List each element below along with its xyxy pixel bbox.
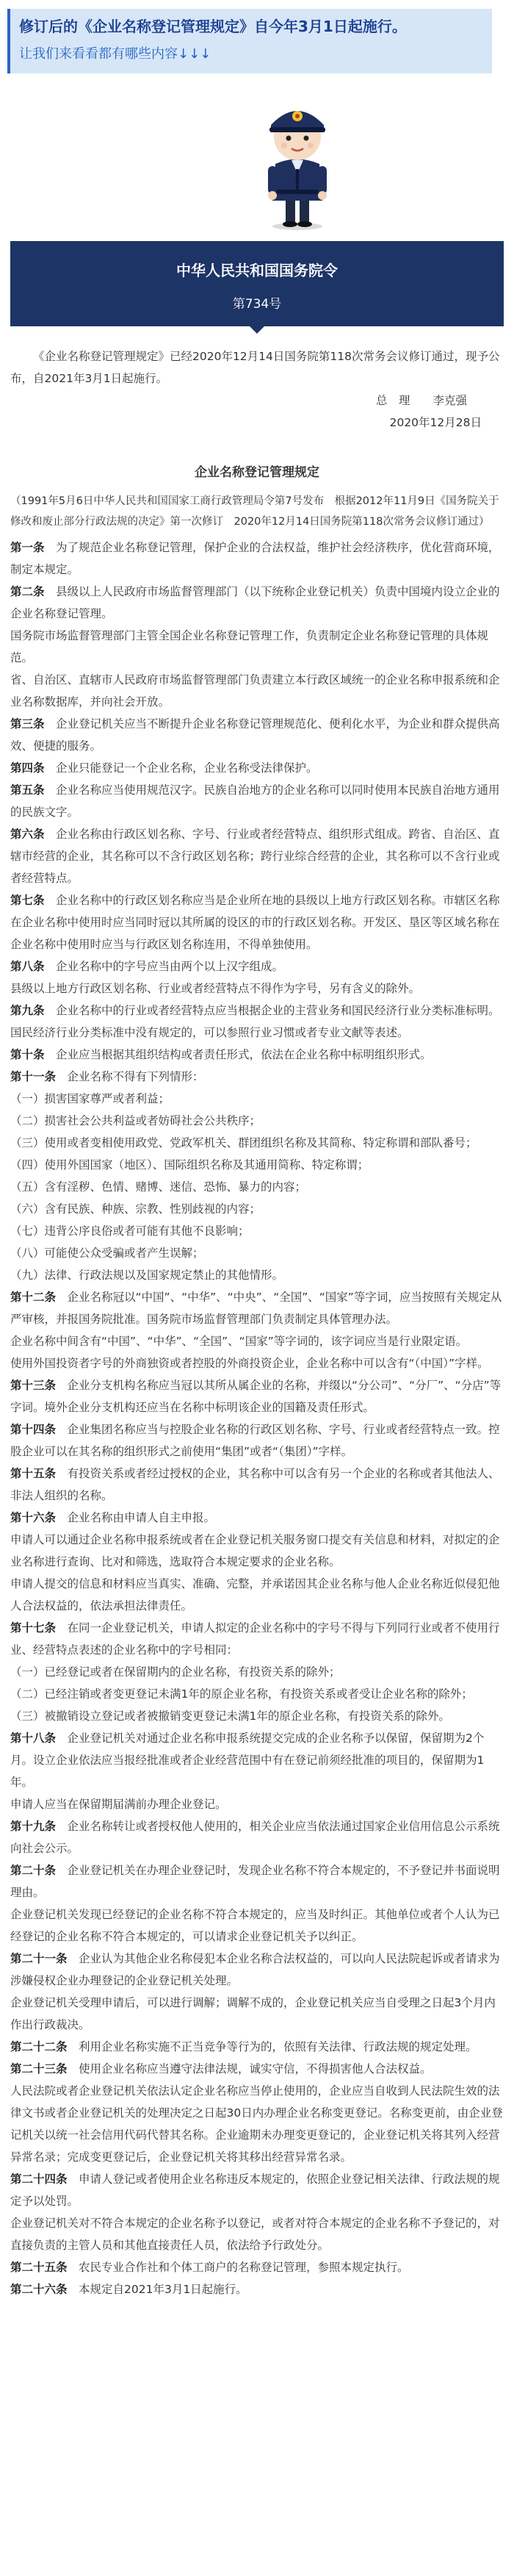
- article-paragraph: [10, 1705, 504, 1727]
- article-paragraph: [10, 537, 504, 581]
- article-number: 第十二条: [10, 1291, 57, 1304]
- article-text: （二）已经注销或者变更登记未满1年的原企业名称，有投资关系或者受让企业名称的除外；: [10, 1687, 473, 1701]
- article-number: 第十九条: [10, 1820, 57, 1833]
- article-paragraph: [10, 1529, 504, 1573]
- article-paragraph: [10, 2278, 504, 2300]
- article-text: 使用外国投资者字号的外商独资或者控股的外商投资企业，企业名称中可以含有“（中国）”字样。: [10, 1357, 489, 1370]
- article-text: 企业名称转让或者授权他人使用的，相关企业应当依法通过国家企业信用信息公示系统向社会公示。: [10, 1820, 500, 1855]
- article-paragraph: [10, 2256, 504, 2278]
- article-paragraph: [10, 669, 504, 713]
- article-paragraph: [10, 2080, 504, 2168]
- article-number: 第十六条: [10, 1511, 57, 1524]
- article-number: 第六条: [10, 828, 45, 841]
- banner-headline: 修订后的《企业名称登记管理规定》自今年3月1日起施行。: [19, 18, 407, 35]
- article-text: 企业登记机关受理申请后，可以进行调解；调解不成的，企业登记机关应当自受理之日起3个月内作出行政裁决。: [10, 1996, 496, 2031]
- article-text: 有投资关系或者经过授权的企业，其名称中可以含有另一个企业的名称或者其他法人、非法人组织的名称。: [10, 1467, 500, 1502]
- article-paragraph: [10, 1617, 504, 1661]
- article-number: 第二十四条: [10, 2173, 68, 2186]
- article-paragraph: [10, 1661, 504, 1683]
- article-paragraph: [10, 2058, 504, 2080]
- article-text: 省、自治区、直辖市人民政府市场监督管理部门负责建立本行政区域统一的企业名称申报系统和企业名称数据库，并向社会开放。: [10, 673, 500, 708]
- article-number: 第二十三条: [10, 2062, 68, 2075]
- article-text: 使用企业名称应当遵守法律法规，诚实守信，不得损害他人合法权益。: [67, 2062, 432, 2075]
- article-text: 企业名称不得有下列情形：: [56, 1070, 204, 1083]
- article-text: （二）损害社会公共利益或者妨碍社会公共秩序；: [10, 1114, 261, 1127]
- article-text: （五）含有淫秽、色情、赌博、迷信、恐怖、暴力的内容；: [10, 1180, 307, 1194]
- article-paragraph: [10, 1110, 504, 1132]
- article-text: 县级以上人民政府市场监督管理部门（以下统称企业登记机关）负责中国境内设立企业的企业名称登记管理。: [10, 585, 500, 620]
- article-paragraph: [10, 1154, 504, 1176]
- intro-banner: [7, 9, 492, 73]
- article-paragraph: [10, 2212, 504, 2256]
- article-number: 第八条: [10, 960, 45, 973]
- article-text: 企业登记机关应当不断提升企业名称登记管理规范化、便利化水平，为企业和群众提供高效、便捷的服务。: [10, 717, 500, 753]
- article-number: 第四条: [10, 761, 45, 775]
- article-paragraph: [10, 1374, 504, 1418]
- article-text: 企业名称由行政区划名称、字号、行业或者经营特点、组织形式组成。跨省、自治区、直辖市经营的企业，其名称可以不含行政区划名称；跨行业综合经营的企业，其名称可以不含行业或者经营特点。: [10, 828, 500, 885]
- police-cartoon-icon: [253, 87, 341, 230]
- article-text: （一）损害国家尊严或者利益；: [10, 1092, 170, 1105]
- article-number: 第二十六条: [10, 2283, 68, 2296]
- article-paragraph: [10, 1330, 504, 1352]
- article-text: 申请人应当在保留期届满前办理企业登记。: [10, 1798, 227, 1811]
- article-number: 第十八条: [10, 1732, 57, 1745]
- article-text: 企业名称中间含有“中国”、“中华”、“全国”、“国家”等字词的，该字词应当是行业限定语。: [10, 1335, 468, 1348]
- article-text: （三）被撤销设立登记或者被撤销变更登记未满1年的原企业名称，有投资关系的除外。: [10, 1709, 450, 1723]
- article-paragraph: [10, 1793, 504, 1815]
- article-paragraph: [10, 1992, 504, 2036]
- regulation-title: 企业名称登记管理规定: [195, 465, 319, 480]
- article-paragraph: [10, 1220, 504, 1242]
- article-text: 企业集团名称应当与控股企业名称的行政区划名称、字号、行业或者经营特点一致。控股企业可以在其名称的组织形式之前使用“集团”或者“（集团）”字样。: [10, 1423, 500, 1458]
- article-number: 第二十条: [10, 1864, 57, 1877]
- adoption-note: （1991年5月6日中华人民共和国国家工商行政管理局令第7号发布 根据2012年11月9日《国务院关于修改和废止部分行政法规的决定》第一次修订 2020年12月14日国务院第118次常务会议修订通过）: [10, 495, 499, 528]
- article-text: （八）可能使公众受骗或者产生误解；: [10, 1246, 204, 1260]
- article-text: 利用企业名称实施不正当竞争等行为的，依照有关法律、行政法规的规定处理。: [67, 2040, 477, 2053]
- article-paragraph: [10, 1904, 504, 1948]
- article-paragraph: [10, 1683, 504, 1705]
- article-text: 申请人登记或者使用企业名称违反本规定的，依照企业登记相关法律、行政法规的规定予以处罚。: [10, 2173, 500, 2208]
- signature-date: 2020年12月28日: [389, 416, 482, 429]
- article-paragraph: [10, 1418, 504, 1463]
- signature: 总 理 李克强: [375, 394, 467, 407]
- article-text: 在同一企业登记机关，申请人拟定的企业名称中的字号不得与下列同行业或者不使用行业、经营特点表述的企业名称中的字号相同：: [10, 1621, 500, 1657]
- article-text: （一）已经登记或者在保留期内的企业名称，有投资关系的除外；: [10, 1665, 341, 1679]
- article-list: [10, 537, 504, 2300]
- article-text: 企业只能登记一个企业名称，企业名称受法律保护。: [44, 761, 318, 775]
- article-text: 人民法院或者企业登记机关依法认定企业名称应当停止使用的，企业应当自收到人民法院生效的法律文书或者企业登记机关的处理决定之日起30日内办理企业名称变更登记。名称变更前，由企业登记机关以统一社会信用代码代替其名称。企业逾期未办理变更登记的，企业登记机关将其列入经营异常名录；完成变更登记后，企业登记机关将其移出经营异常名录。: [10, 2084, 503, 2164]
- article-text: 企业应当根据其组织结构或者责任形式，依法在企业名称中标明组织形式。: [44, 1048, 432, 1061]
- article-paragraph: [10, 779, 504, 823]
- banner-subline: 让我们来看看都有哪些内容↓↓↓: [19, 46, 211, 62]
- article-paragraph: [10, 1815, 504, 1859]
- article-number: 第二十五条: [10, 2261, 68, 2274]
- article-text: 企业登记机关发现已经登记的企业名称不符合本规定的，应当及时纠正。其他单位或者个人认为已经登记的企业名称不符合本规定的，可以请求企业登记机关予以纠正。: [10, 1908, 500, 1943]
- article-paragraph: [10, 889, 504, 955]
- article-paragraph: [10, 1066, 504, 1088]
- decree-header: [10, 241, 504, 322]
- article-paragraph: [10, 955, 504, 977]
- article-paragraph: [10, 1242, 504, 1264]
- article-number: 第十三条: [10, 1379, 57, 1392]
- article-paragraph: [10, 713, 504, 757]
- article-paragraph: [10, 1132, 504, 1154]
- decree-number: 第734号: [232, 297, 282, 312]
- article-text: 企业分支机构名称应当冠以其所从属企业的名称，并缀以“分公司”、“分厂”、“分店”等字词。境外企业分支机构还应当在名称中标明该企业的国籍及责任形式。: [10, 1379, 502, 1414]
- article-number: 第十条: [10, 1048, 45, 1061]
- article-text: 企业名称中的行业或者经营特点应当根据企业的主营业务和国民经济行业分类标准标明。国民经济行业分类标准中没有规定的，可以参照行业习惯或者专业文献等表述。: [10, 1004, 500, 1039]
- article-number: 第十一条: [10, 1070, 57, 1083]
- article-number: 第十七条: [10, 1621, 57, 1635]
- article-paragraph: [10, 1859, 504, 1904]
- decree-intro: 《企业名称登记管理规定》已经2020年12月14日国务院第118次常务会议修订通过，现予公布，自2021年3月1日起施行。: [10, 350, 500, 385]
- article-paragraph: [10, 1286, 504, 1330]
- article-paragraph: [10, 757, 504, 779]
- article-text: 企业认为其他企业名称侵犯本企业名称合法权益的，可以向人民法院起诉或者请求为涉嫌侵权企业办理登记的企业登记机关处理。: [10, 1952, 500, 1987]
- article-number: 第七条: [10, 894, 45, 907]
- article-paragraph: [10, 625, 504, 669]
- article-number: 第二十一条: [10, 1952, 68, 1965]
- article-text: 企业名称中的字号应当由两个以上汉字组成。: [44, 960, 284, 973]
- article-text: 国务院市场监督管理部门主管全国企业名称登记管理工作，负责制定企业名称登记管理的具体规范。: [10, 629, 489, 664]
- decree-title: 中华人民共和国国务院令: [176, 262, 338, 279]
- article-paragraph: [10, 977, 504, 1000]
- article-text: 申请人可以通过企业名称申报系统或者在企业登记机关服务窗口提交有关信息和材料，对拟定的企业名称进行查询、比对和筛选，选取符合本规定要求的企业名称。: [10, 1533, 500, 1568]
- article-paragraph: [10, 1198, 504, 1220]
- article-number: 第二条: [10, 585, 45, 598]
- article-text: 企业名称由申请人自主申报。: [56, 1511, 216, 1524]
- article-text: 申请人提交的信息和材料应当真实、准确、完整，并承诺因其企业名称与他人企业名称近似侵犯他人合法权益的，依法承担法律责任。: [10, 1577, 500, 1612]
- article-number: 第三条: [10, 717, 45, 731]
- document-body: [10, 345, 504, 2300]
- article-paragraph: [10, 823, 504, 889]
- article-paragraph: [10, 1176, 504, 1198]
- article-text: （七）违背公序良俗或者可能有其他不良影响；: [10, 1224, 250, 1238]
- article-paragraph: [10, 1463, 504, 1507]
- article-paragraph: [10, 1352, 504, 1374]
- article-text: （三）使用或者变相使用政党、党政军机关、群团组织名称及其简称、特定称谓和部队番号；: [10, 1136, 477, 1149]
- article-paragraph: [10, 1573, 504, 1617]
- article-text: 本规定自2021年3月1日起施行。: [67, 2283, 247, 2296]
- article-text: （六）含有民族、种族、宗教、性别歧视的内容；: [10, 1202, 261, 1216]
- article-text: 农民专业合作社和个体工商户的名称登记管理，参照本规定执行。: [67, 2261, 409, 2274]
- article-text: （四）使用外国国家（地区）、国际组织名称及其通用简称、特定称谓；: [10, 1158, 369, 1172]
- article-paragraph: [10, 1948, 504, 1992]
- article-paragraph: [10, 1264, 504, 1286]
- article-text: 县级以上地方行政区划名称、行业或者经营特点不得作为字号，另有含义的除外。: [10, 982, 421, 995]
- article-number: 第五条: [10, 783, 45, 797]
- article-number: 第十四条: [10, 1423, 57, 1436]
- article-number: 第十五条: [10, 1467, 57, 1480]
- article-text: 企业名称中的行政区划名称应当是企业所在地的县级以上地方行政区划名称。市辖区名称在企业名称中使用时应当同时冠以其所属的设区的市的行政区划名称。开发区、垦区等区域名称在企业名称中使用时应当与行政区划名称连用，不得单独使用。: [10, 894, 500, 951]
- article-paragraph: [10, 2036, 504, 2058]
- article-paragraph: [10, 1507, 504, 1529]
- article-text: 企业登记机关对通过企业名称申报系统提交完成的企业名称予以保留，保留期为2个月。设立企业依法应当报经批准或者企业经营范围中有在登记前须经批准的项目的，保留期为1年。: [10, 1732, 485, 1789]
- article-text: 企业名称冠以“中国”、“中华”、“中央”、“全国”、“国家”等字词，应当按照有关规定从严审核，并报国务院批准。国务院市场监督管理部门负责制定具体管理办法。: [10, 1291, 502, 1326]
- article-paragraph: [10, 581, 504, 625]
- article-text: 企业名称应当使用规范汉字。民族自治地方的企业名称可以同时使用本民族自治地方通用的民族文字。: [10, 783, 500, 819]
- article-paragraph: [10, 2168, 504, 2212]
- article-paragraph: [10, 1727, 504, 1793]
- article-paragraph: [10, 1088, 504, 1110]
- article-paragraph: [10, 1000, 504, 1044]
- article-text: 企业登记机关在办理企业登记时，发现企业名称不符合本规定的，不予登记并书面说明理由。: [10, 1864, 500, 1899]
- article-number: 第二十二条: [10, 2040, 68, 2053]
- article-number: 第一条: [10, 541, 45, 554]
- article-text: 为了规范企业名称登记管理，保护企业的合法权益，维护社会经济秩序，优化营商环境，制定本规定。: [10, 541, 500, 576]
- header-notch: [10, 322, 504, 334]
- article-paragraph: [10, 1044, 504, 1066]
- article-text: （九）法律、行政法规以及国家规定禁止的其他情形。: [10, 1269, 284, 1282]
- article-number: 第九条: [10, 1004, 45, 1017]
- article-text: 企业登记机关对不符合本规定的企业名称予以登记，或者对符合本规定的企业名称不予登记的，对直接负责的主管人员和其他直接责任人员，依法给予行政处分。: [10, 2217, 500, 2252]
